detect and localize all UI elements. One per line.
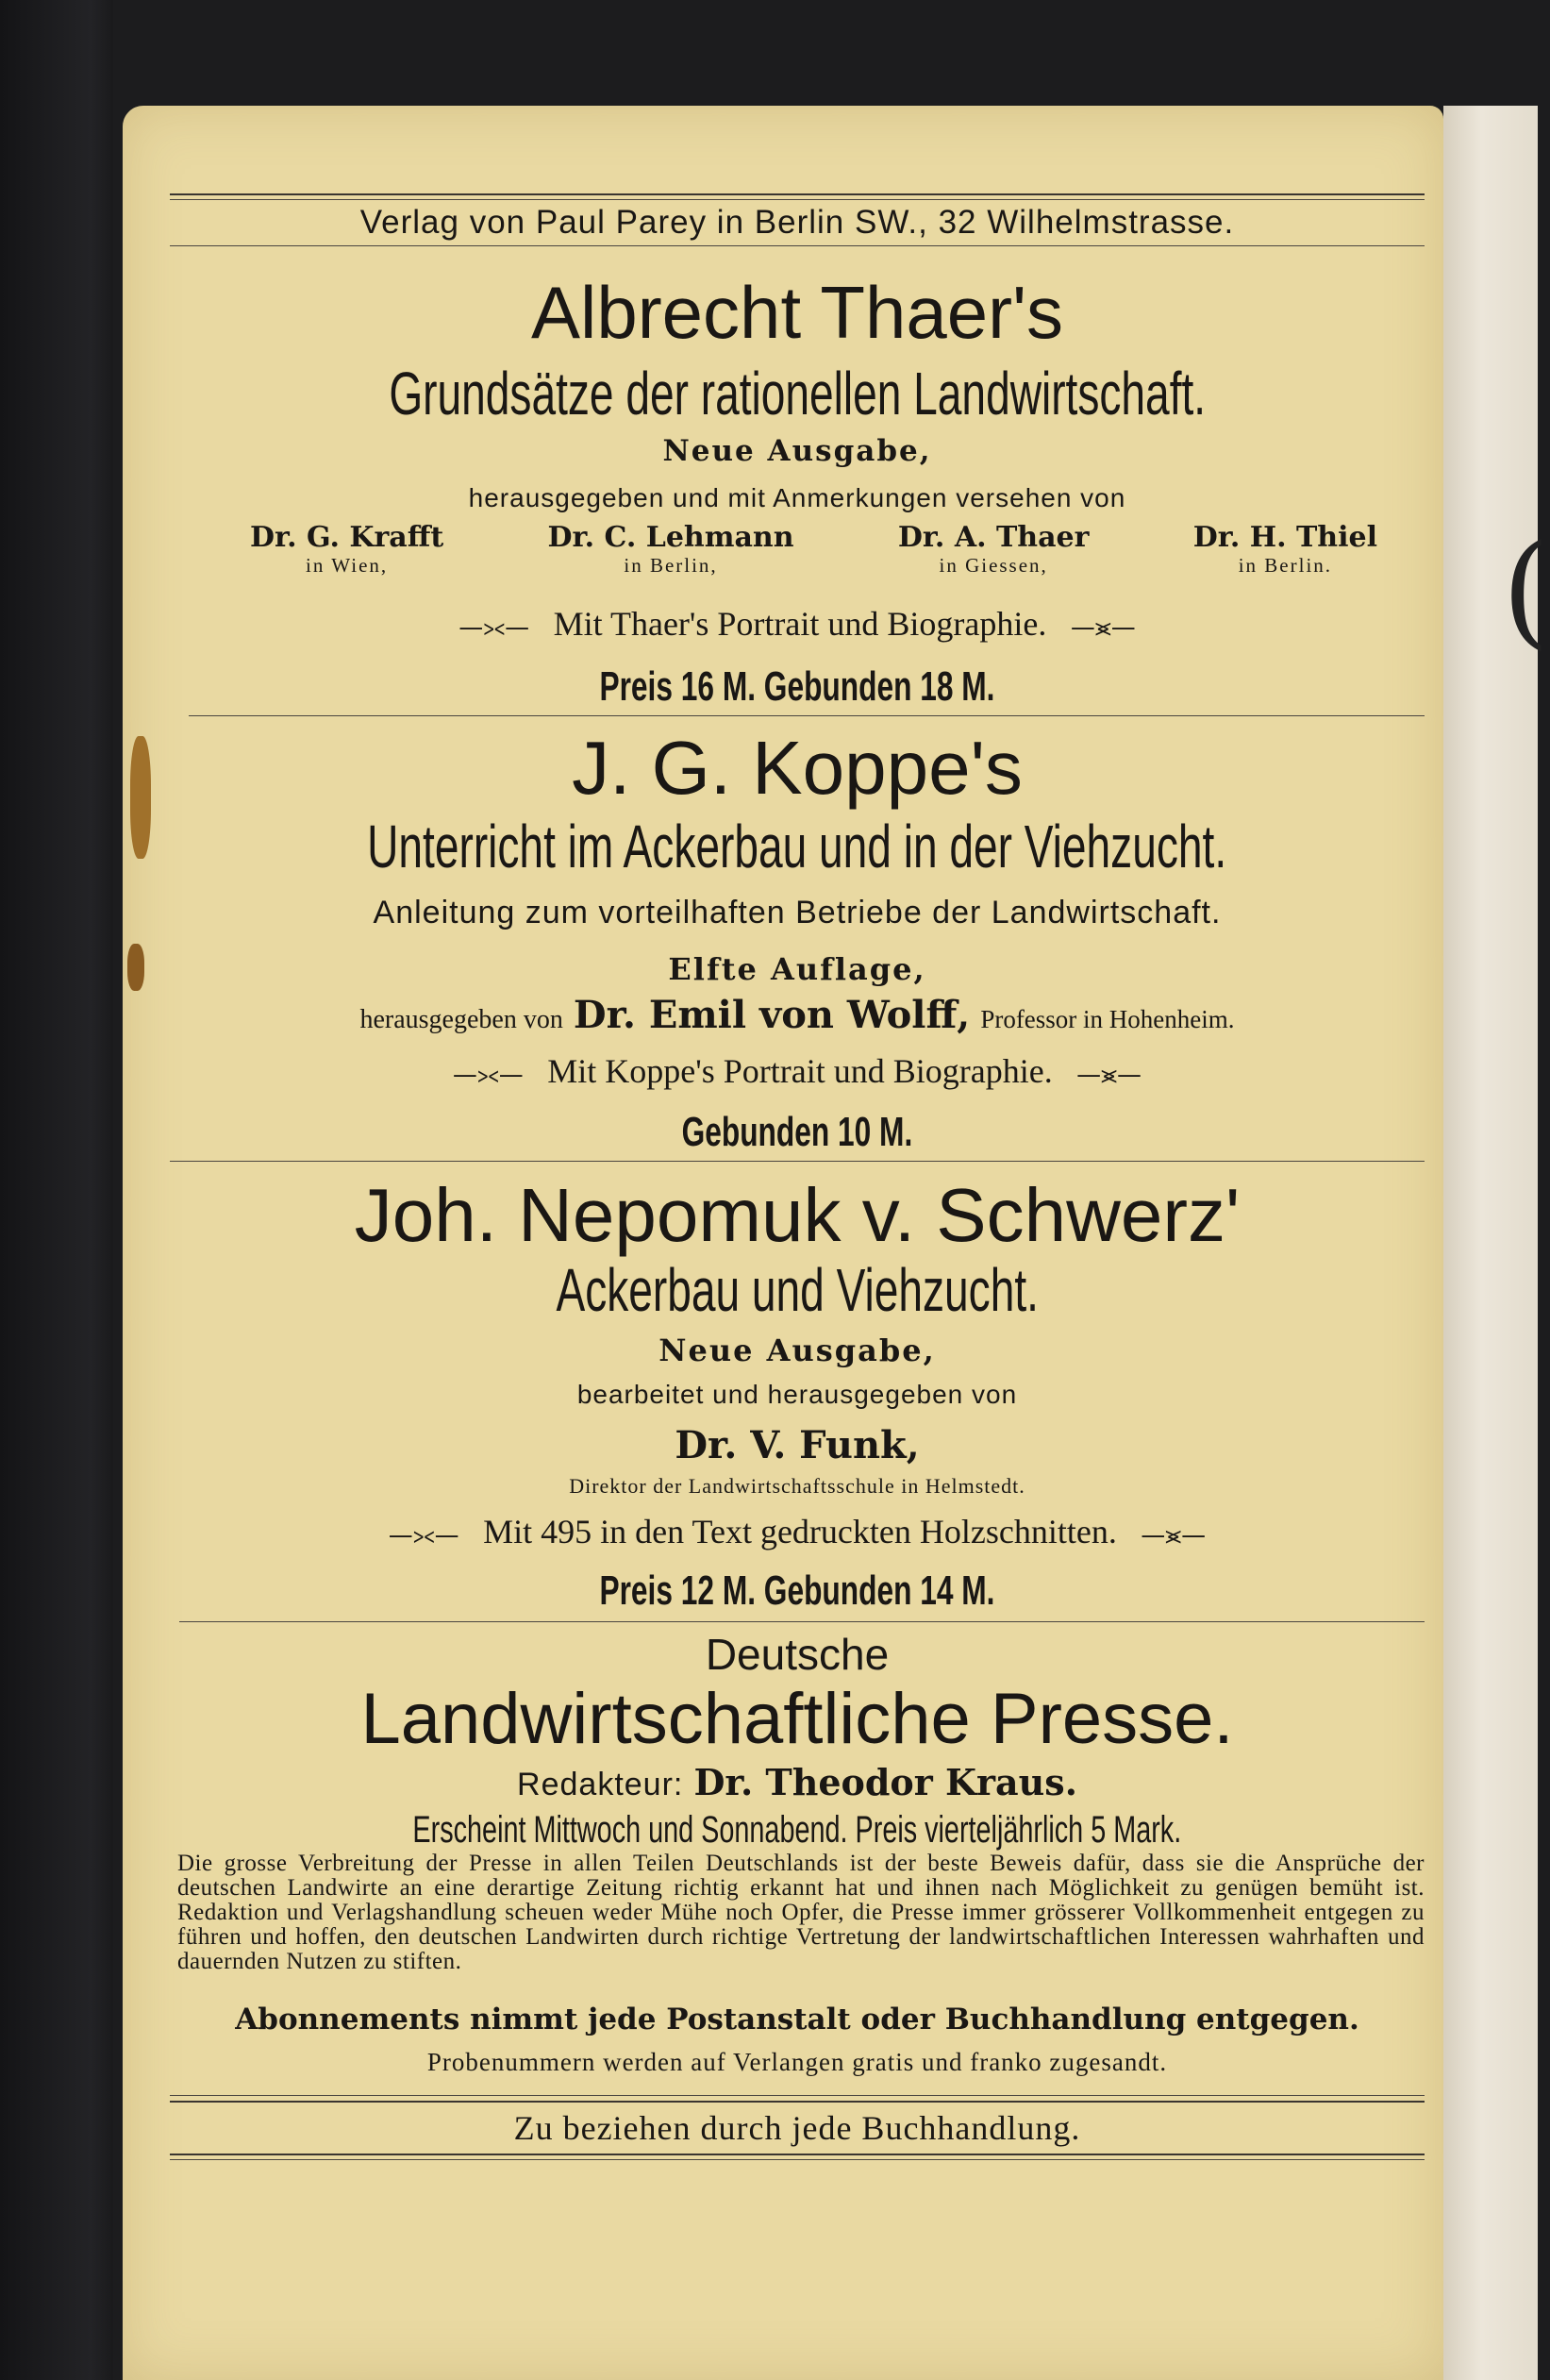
bottom-rule-thin (170, 2159, 1425, 2160)
editor-entry (548, 521, 794, 578)
koppe-extra: Mit Koppe's Portrait und Biographie. (547, 1052, 1053, 1090)
footer-text: Zu beziehen durch jede Buchhandlung. (513, 2109, 1081, 2147)
presse-title-main: Landwirtschaftliche Presse. (360, 1679, 1234, 1759)
schwerz-edition: Neue Ausgabe, (658, 1332, 936, 1368)
ornament-left-icon: —⪥— (452, 1061, 524, 1089)
editor-entry (898, 521, 1090, 578)
koppe-editor-name: Dr. Emil von Wolff, (573, 993, 971, 1037)
ornament-left-icon: —⪥— (388, 1521, 459, 1550)
thaer-subtitle: Grundsätze der rationellen Landwirtschaft. (389, 360, 1206, 427)
koppe-edition: Elfte Auflage, (668, 951, 926, 987)
editor-name: Dr. G. Krafft (250, 521, 444, 554)
schwerz-price: Preis 12 M. Gebunden 14 M. (599, 1567, 995, 1614)
next-page-edge (1443, 106, 1538, 2380)
next-page-glyph: ( (1502, 518, 1550, 662)
editor-name: Dr. A. Thaer (897, 521, 1090, 554)
publisher-line: Verlag von Paul Parey in Berlin SW., 32 Wilhelmstrasse. (359, 204, 1235, 241)
presse-schedule: Erscheint Mittwoch und Sonnabend. Preis vierteljährlich 5 Mark. (412, 1809, 1182, 1851)
presse-title-top: Deutsche (705, 1630, 890, 1679)
thaer-editor-list (170, 521, 1425, 578)
thaer-price: Preis 16 M. Gebunden 18 M. (599, 663, 995, 710)
thaer-edition: Neue Ausgabe, (662, 434, 932, 468)
editor-place: in Berlin, (624, 554, 718, 577)
schwerz-title: Joh. Nepomuk v. Schwerz' (354, 1173, 1241, 1257)
thaer-title: Albrecht Thaer's (530, 271, 1064, 354)
koppe-description: Anleitung zum vorteilhaften Betriebe der Landwirtschaft. (373, 895, 1222, 930)
editor-name: Dr. H. Thiel (1192, 521, 1377, 554)
ornament-right-icon: —⪤— (1076, 1061, 1142, 1089)
page-stain (127, 944, 144, 991)
ornament-right-icon: —⪤— (1070, 613, 1136, 642)
thaer-extra: Mit Thaer's Portrait und Biographie. (553, 605, 1047, 643)
editor-entry (1193, 521, 1377, 578)
page-stain (130, 736, 151, 859)
top-rule-thin (170, 199, 1425, 200)
bottom-rule (170, 2154, 1425, 2155)
schwerz-editor-name: Dr. V. Funk, (675, 1423, 920, 1467)
editor-entry (250, 521, 443, 578)
advertisement-page (170, 179, 1425, 2180)
schwerz-extra: Mit 495 in den Text gedruckten Holzschnitten. (483, 1513, 1117, 1550)
editor-place: in Berlin. (1238, 554, 1333, 577)
thaer-editors-intro: herausgegeben und mit Anmerkungen versehen von (468, 483, 1126, 512)
presse-editor-prefix: Redakteur: (517, 1767, 684, 1802)
section-rule (170, 1161, 1425, 1162)
koppe-price: Gebunden 10 M. (681, 1109, 913, 1155)
editor-place: in Giessen, (939, 554, 1048, 577)
schwerz-subtitle: Ackerbau und Viehzucht. (556, 1256, 1039, 1324)
koppe-editor-title: Professor in Hohenheim. (980, 1005, 1235, 1033)
footer-rule (170, 2101, 1425, 2103)
header-rule (170, 245, 1425, 246)
editor-name: Dr. C. Lehmann (547, 521, 794, 554)
presse-subscriptions: Abonnements nimmt jede Postanstalt oder Buchhandlung entgegen. (235, 2003, 1359, 2036)
scan-background-left (0, 0, 113, 2380)
koppe-subtitle: Unterricht im Ackerbau und in der Viehzucht. (367, 813, 1227, 880)
ornament-left-icon: —⪥— (458, 613, 530, 642)
top-rule (170, 193, 1425, 195)
schwerz-editors-intro: bearbeitet und herausgegeben von (576, 1380, 1018, 1409)
presse-body: Die grosse Verbreitung der Presse in allen Teilen Deutschlands ist der beste Beweis dafür, dass sie die Ansprüche der deutschen Landwirte an eine derartige Zeitung richtig erkannt hat und ihnen nach Möglichkeit zu genügen bemüht ist. Redaktion und Verlagshandlung scheuen weder Mühe noch Opfer, die Presse immer grösserer Vollkommenheit entgegen zu führen und hoffen, den deutschen Landwirten durch richtige Vertretung der landwirtschaftlichen Interessen wahrhaften und dauernden Nutzen zu stiften. (177, 1851, 1425, 1974)
section-rule (189, 715, 1425, 716)
editor-place: in Wien, (306, 554, 389, 577)
section-rule (179, 1621, 1425, 1622)
ornament-right-icon: —⪤— (1141, 1521, 1207, 1550)
koppe-editor-prefix: herausgegeben von (359, 1005, 563, 1034)
koppe-title: J. G. Koppe's (572, 726, 1023, 810)
footer-rule (170, 2095, 1425, 2096)
schwerz-editor-title: Direktor der Landwirtschaftsschule in Helmstedt. (569, 1474, 1025, 1498)
presse-editor-name: Dr. Theodor Kraus. (693, 1761, 1077, 1803)
presse-samples: Probenummern werden auf Verlangen gratis und franko zugesandt. (426, 2048, 1168, 2076)
